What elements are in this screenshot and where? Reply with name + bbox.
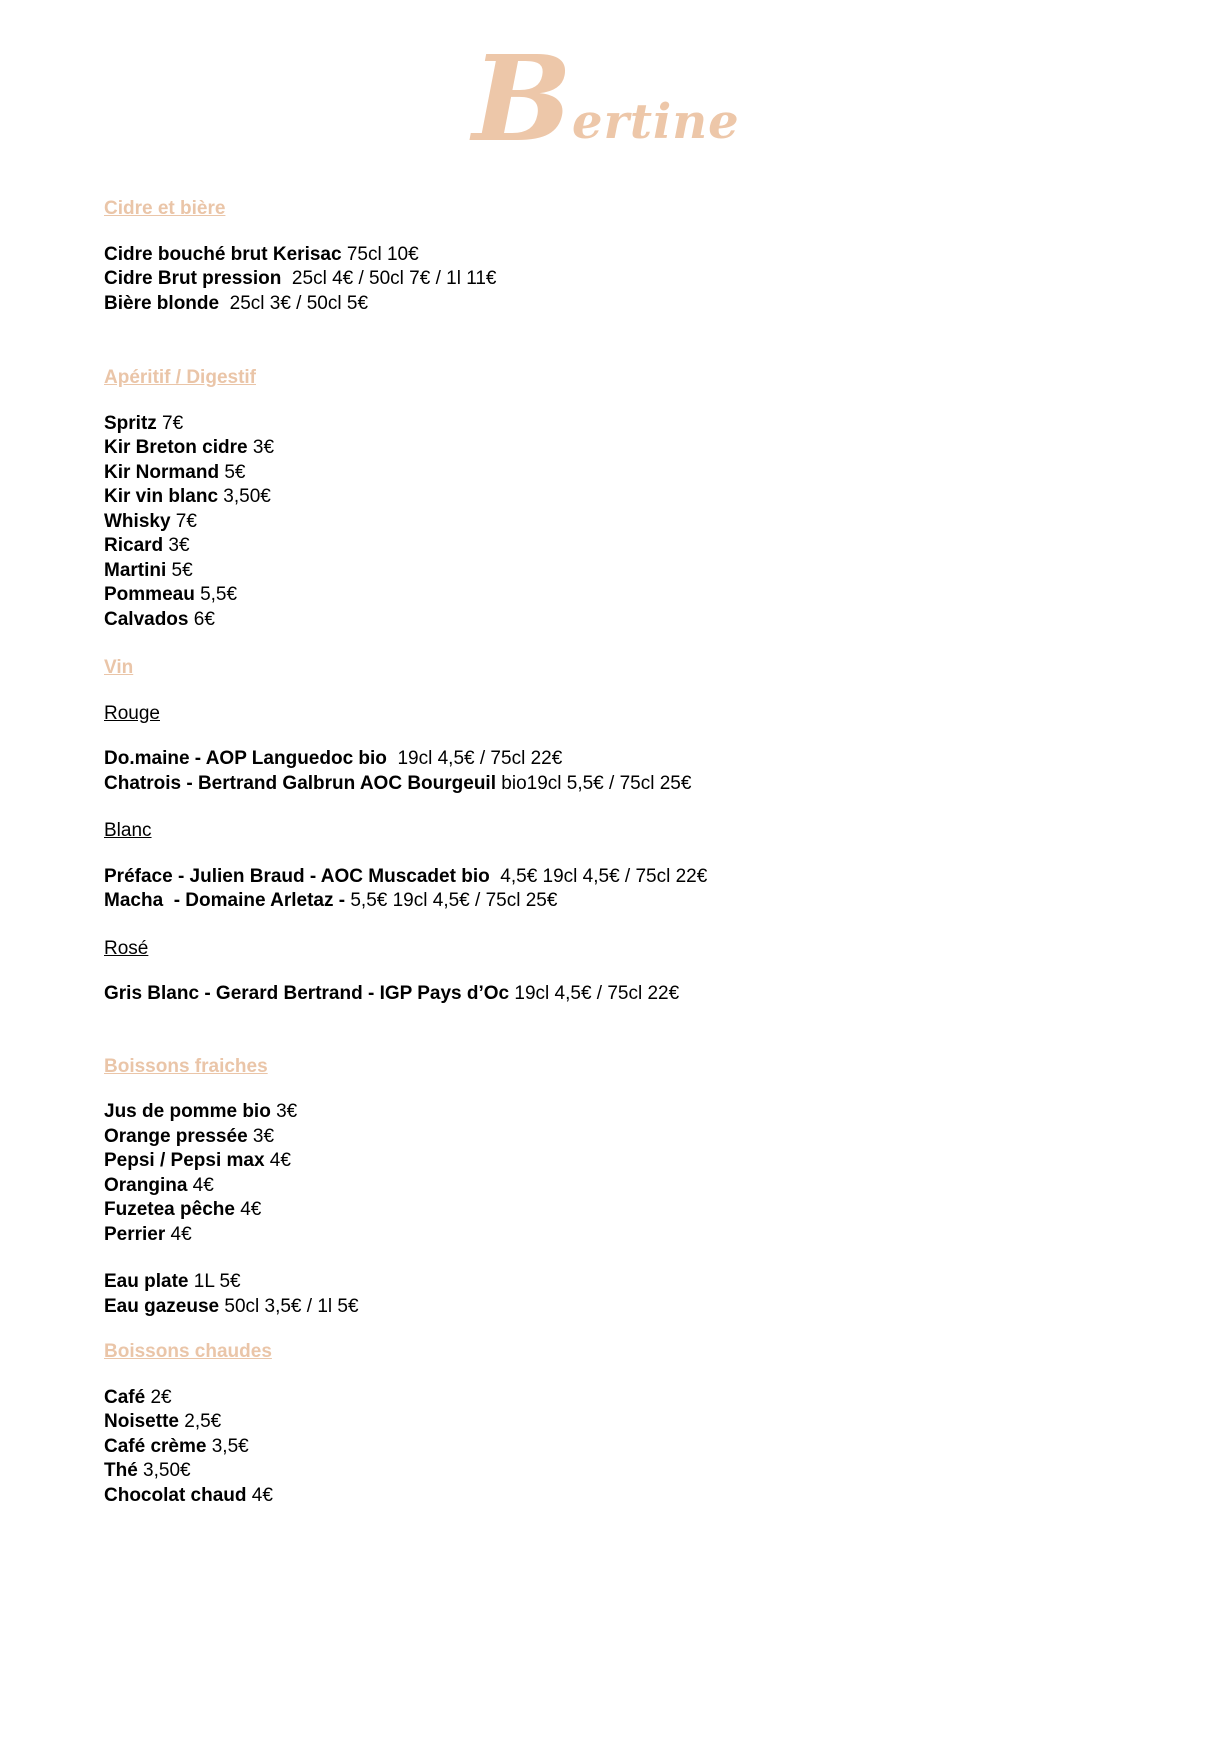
item-price: 5€ (219, 461, 246, 483)
section-title: Vin (104, 657, 134, 678)
menu-section (104, 197, 1108, 316)
menu-item (104, 1459, 1108, 1484)
item-name: Whisky (104, 510, 171, 532)
menu-item (104, 1410, 1108, 1435)
menu-item (104, 608, 1108, 633)
item-name: Chatrois - Bertrand Galbrun AOC Bourgeuil (104, 772, 496, 794)
menu-item (104, 1386, 1108, 1411)
item-price: 2€ (145, 1386, 172, 1408)
menu-group (104, 819, 1108, 914)
item-price: bio19cl 5,5€ / 75cl 25€ (496, 772, 692, 794)
brand-logo-initial: B (472, 28, 573, 168)
menu-section (104, 1055, 1108, 1320)
item-price: 7€ (156, 412, 184, 434)
item-price: 6€ (188, 608, 215, 630)
item-name: Préface - Julien Braud - AOC Muscadet bio (104, 865, 490, 887)
menu-item (104, 292, 1108, 317)
menu-group (104, 412, 1108, 633)
menu-section (104, 656, 1108, 1007)
menu-item (104, 865, 1108, 890)
menu-section (104, 1340, 1108, 1508)
section-title: Cidre et bière (104, 198, 226, 219)
item-price: 4€ (165, 1223, 192, 1245)
item-price: 5€ (166, 559, 193, 581)
menu-item (104, 436, 1108, 461)
menu-sections (0, 197, 1212, 1508)
menu-item (104, 982, 1108, 1007)
menu-item (104, 1484, 1108, 1509)
section-title: Boissons chaudes (104, 1341, 272, 1362)
menu-item (104, 1149, 1108, 1174)
item-price: 3€ (247, 1125, 275, 1147)
item-price: 3€ (270, 1101, 298, 1122)
item-name: Ricard (104, 535, 164, 556)
menu-item (104, 1223, 1108, 1248)
menu-group (104, 1386, 1108, 1509)
item-price: 75cl 10€ (341, 243, 419, 265)
section-title: Apéritif / Digestif (104, 367, 257, 388)
item-name: Fuzetea pêche (104, 1199, 235, 1220)
wine-subsection-title: Rouge (104, 702, 160, 724)
item-price: 4€ (246, 1484, 273, 1506)
menu-group (104, 243, 1108, 317)
menu-item (104, 772, 1108, 797)
item-price: 4€ (264, 1150, 291, 1171)
menu-item (104, 583, 1108, 608)
menu-item (104, 1198, 1108, 1223)
item-price: 2,5€ (178, 1411, 222, 1432)
menu-item (104, 1100, 1108, 1125)
item-name: Pepsi / Pepsi max (104, 1150, 265, 1171)
menu-item (104, 1435, 1108, 1460)
menu-item (104, 559, 1108, 584)
item-name: Cidre Brut pression (104, 268, 282, 289)
item-price: 19cl 4,5€ / 75cl 22€ (386, 748, 563, 769)
item-name: Chocolat chaud (104, 1484, 247, 1506)
item-price: 4€ (234, 1199, 262, 1220)
item-price: 7€ (170, 510, 197, 532)
item-name: Café (104, 1386, 146, 1408)
item-price: 25cl 4€ / 50cl 7€ / 1l 11€ (281, 268, 497, 289)
menu-item (104, 534, 1108, 559)
item-price: 19cl 4,5€ / 75cl 22€ (509, 983, 680, 1004)
item-price: 3€ (247, 437, 275, 458)
item-price: 3,5€ (206, 1435, 249, 1457)
item-name: Calvados (104, 608, 189, 630)
brand-logo-rest: ertine (572, 93, 740, 150)
menu-group (104, 1270, 1108, 1319)
item-name: Kir Breton cidre (104, 437, 248, 458)
menu-group (104, 937, 1108, 1007)
item-name: Café crème (104, 1435, 207, 1457)
item-name: Noisette (104, 1411, 179, 1432)
section-title: Boissons fraiches (104, 1055, 268, 1077)
menu-group (104, 1100, 1108, 1247)
item-name: Spritz (104, 412, 157, 434)
item-name: Orange pressée (104, 1125, 248, 1147)
item-name: Martini (104, 559, 167, 581)
item-price: 25cl 3€ / 50cl 5€ (219, 292, 369, 314)
item-name: Jus de pomme bio (104, 1101, 271, 1122)
item-name: Bière blonde (104, 292, 220, 314)
item-price: 3,50€ (137, 1460, 191, 1481)
item-name: Cidre bouché brut Kerisac (104, 243, 342, 265)
item-price: 1L 5€ (188, 1271, 241, 1292)
item-name: Thé (104, 1460, 138, 1481)
item-name: Eau gazeuse (104, 1295, 220, 1317)
menu-item (104, 1125, 1108, 1150)
brand-logo (472, 28, 740, 168)
item-price: 50cl 3,5€ / 1l 5€ (219, 1295, 359, 1317)
wine-subsection-title: Rosé (104, 937, 149, 959)
menu-group (104, 702, 1108, 797)
item-name: Gris Blanc - Gerard Bertrand - IGP Pays d’Oc (104, 983, 510, 1004)
item-name: Orangina (104, 1174, 188, 1196)
item-price: 5,5€ (194, 584, 238, 605)
item-price: 4€ (187, 1174, 214, 1196)
menu-item (104, 1174, 1108, 1199)
item-price: 4,5€ 19cl 4,5€ / 75cl 22€ (489, 865, 708, 887)
item-name: Eau plate (104, 1271, 189, 1292)
menu-item (104, 267, 1108, 292)
item-name: Do.maine - AOP Languedoc bio (104, 748, 387, 769)
menu-item (104, 747, 1108, 772)
menu-item (104, 461, 1108, 486)
wine-subsection-title: Blanc (104, 820, 152, 841)
menu-item (104, 485, 1108, 510)
logo-container (0, 0, 1212, 168)
item-price: 3,50€ (218, 486, 271, 507)
item-price: 5,5€ 19cl 4,5€ / 75cl 25€ (345, 890, 558, 911)
item-name: Kir vin blanc (104, 486, 219, 507)
menu-item (104, 1295, 1108, 1320)
item-name: Macha - Domaine Arletaz - (104, 890, 346, 911)
menu-item (104, 889, 1108, 914)
item-name: Pommeau (104, 584, 195, 605)
menu-item (104, 243, 1108, 268)
menu-item (104, 412, 1108, 437)
menu-section (104, 366, 1108, 632)
item-price: 3€ (163, 535, 190, 556)
item-name: Kir Normand (104, 461, 220, 483)
item-name: Perrier (104, 1223, 166, 1245)
menu-item (104, 1270, 1108, 1295)
menu-item (104, 510, 1108, 535)
